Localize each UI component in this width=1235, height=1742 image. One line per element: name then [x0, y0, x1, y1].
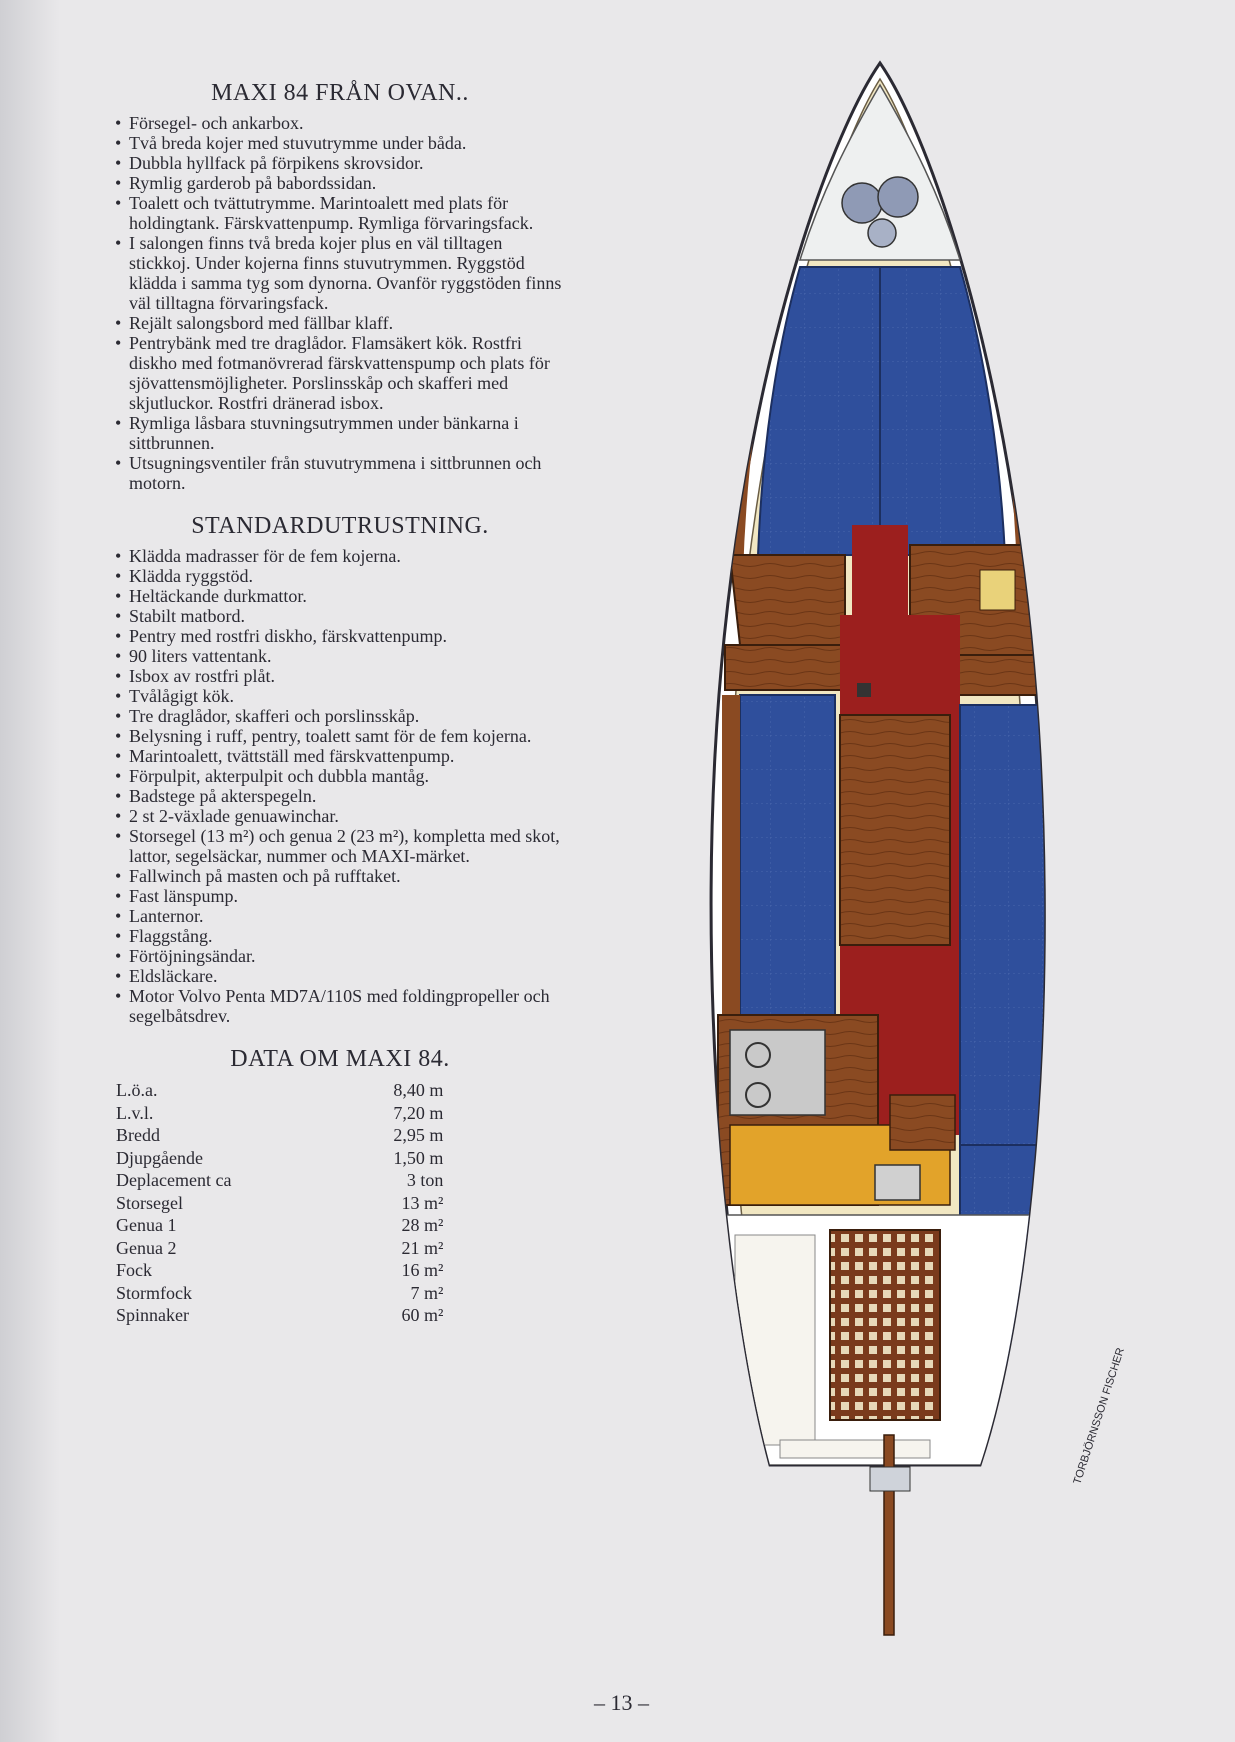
table-row	[116, 1147, 443, 1170]
list-item: • Förtöjningsändar.	[115, 946, 565, 966]
list-item: • Pentrybänk med tre draglådor. Flamsäkert kök. Rostfri diskho med fotmanövrerad färskvattenspump och plats för sjövattensmöjligheter. Porslinsskåp och skafferi med skjutluckor. Rostfri dränerad isbox.	[115, 333, 565, 413]
companionway	[780, 1440, 930, 1458]
backrest-port	[722, 695, 740, 1015]
spec-value: 8,40 m	[393, 1080, 444, 1100]
table-row	[116, 1079, 443, 1102]
table-row	[116, 1192, 443, 1215]
table-row	[116, 1282, 443, 1305]
spec-label: Storsegel	[116, 1192, 183, 1213]
list-item: • I salongen finns två breda kojer plus en väl tilltagen stickkoj. Under kojerna finns stuvutrymmen. Ryggstöd klädda i samma tyg som dynorna. Ovanför ryggstöden finns väl tilltagna förvaringsfack.	[115, 233, 565, 313]
list-item: • Isbox av rostfri plåt.	[115, 666, 565, 686]
list-item: • Rymliga låsbara stuvningsutrymmen under bänkarna i sittbrunnen.	[115, 413, 565, 453]
spec-value: 1,50 m	[393, 1147, 444, 1168]
sink	[875, 1165, 920, 1200]
list-item: • Eldsläckare.	[115, 966, 565, 986]
list-item: • Heltäckande durkmattor.	[115, 586, 565, 606]
table-row	[116, 1304, 443, 1327]
standard-title: STANDARDUTRUSTNING.	[191, 513, 489, 539]
list-item: • Pentry med rostfri diskho, färskvattenpump.	[115, 626, 565, 646]
spec-label: Bredd	[116, 1125, 160, 1145]
boat-interior-illustration	[600, 55, 1190, 1655]
spec-label: L.ö.a.	[116, 1080, 158, 1100]
list-item: • Dubbla hyllfack på förpikens skrovsidor.	[115, 153, 565, 173]
specs-table	[116, 1079, 443, 1327]
table-row	[116, 1237, 443, 1260]
list-item: • Lanternor.	[115, 906, 565, 926]
table-row	[116, 1102, 443, 1125]
list-item: • 90 liters vattentank.	[115, 646, 565, 666]
list-item: • Storsegel (13 m²) och genua 2 (23 m²), kompletta med skot, lattor, segelsäckar, nummer och MAXI-märket.	[115, 826, 565, 866]
cockpit-bench-port	[735, 1235, 815, 1445]
text-column	[115, 80, 565, 1327]
saloon-table	[840, 715, 950, 945]
overview-title: MAXI 84 FRÅN OVAN..	[211, 80, 469, 106]
list-item: • Klädda madrasser för de fem kojerna.	[115, 546, 565, 566]
standard-list	[115, 546, 565, 1026]
list-item: • Två breda kojer med stuvutrymme under båda.	[115, 133, 565, 153]
spec-label: Genua 2	[116, 1237, 177, 1258]
list-item: • Fallwinch på masten och på rufftaket.	[115, 866, 565, 886]
table-row	[116, 1169, 443, 1192]
cockpit-grating	[830, 1230, 940, 1420]
spec-value: 7,20 m	[393, 1102, 444, 1123]
stove	[730, 1030, 825, 1115]
wardrobe-cabinet	[730, 555, 845, 645]
list-item: • Rejält salongsbord med fällbar klaff.	[115, 313, 565, 333]
saloon-berth-port	[740, 695, 835, 1015]
toilet	[980, 570, 1015, 610]
table-row	[116, 1214, 443, 1237]
spec-label: L.v.l.	[116, 1102, 154, 1123]
overview-list	[115, 113, 565, 493]
list-item: • Tvålågigt kök.	[115, 686, 565, 706]
list-item: • Motor Volvo Penta MD7A/110S med foldingpropeller och segelbåtsdrev.	[115, 986, 565, 1026]
spec-value: 16 m²	[401, 1260, 444, 1280]
list-item: • Försegel- och ankarbox.	[115, 113, 565, 133]
list-item: • Marintoalett, tvättställ med färskvattenpump.	[115, 746, 565, 766]
list-item: • Förpulpit, akterpulpit och dubbla mantåg.	[115, 766, 565, 786]
list-item: • Utsugningsventiler från stuvutrymmena i sittbrunnen och motorn.	[115, 453, 565, 493]
spec-label: Fock	[116, 1260, 152, 1280]
list-item: • Badstege på akterspegeln.	[115, 786, 565, 806]
spec-value: 2,95 m	[393, 1125, 444, 1145]
spec-value: 28 m²	[401, 1215, 444, 1235]
list-item: • Belysning i ruff, pentry, toalett samt för de fem kojerna.	[115, 726, 565, 746]
spec-label: Deplacement ca	[116, 1170, 232, 1190]
list-item: • Klädda ryggstöd.	[115, 566, 565, 586]
illustrator-signature: TORBJÖRNSSON FISCHER	[1071, 1346, 1127, 1486]
list-item: • Fast länspump.	[115, 886, 565, 906]
tiller	[884, 1435, 894, 1635]
page-number: – 13 –	[594, 1690, 649, 1715]
page-binding-shadow	[0, 0, 60, 1742]
data-title: DATA OM MAXI 84.	[230, 1046, 450, 1072]
list-item: • Rymlig garderob på babordssidan.	[115, 173, 565, 193]
spec-label: Spinnaker	[116, 1305, 189, 1325]
spec-value: 21 m²	[401, 1237, 444, 1258]
backrest-starboard	[1055, 705, 1073, 1145]
list-item: • Flaggstång.	[115, 926, 565, 946]
table-row	[116, 1124, 443, 1147]
list-item: • Stabilt matbord.	[115, 606, 565, 626]
mast	[857, 683, 871, 697]
list-item: • 2 st 2-växlade genuawinchar.	[115, 806, 565, 826]
forward-carpet	[852, 525, 908, 615]
rudder-head	[870, 1467, 910, 1491]
list-item: • Toalett och tvättutrymme. Marintoalett med plats för holdingtank. Färskvattenpump. Rymliga förvaringsfack.	[115, 193, 565, 233]
spec-label: Stormfock	[116, 1282, 192, 1303]
icebox	[890, 1095, 955, 1150]
spec-value: 7 m²	[410, 1282, 444, 1303]
spec-value: 3 ton	[406, 1170, 444, 1190]
table-row	[116, 1259, 443, 1282]
spec-value: 60 m²	[401, 1305, 444, 1325]
v-berth-cushion	[758, 267, 1005, 555]
spec-value: 13 m²	[401, 1192, 444, 1213]
spec-label: Genua 1	[116, 1215, 177, 1235]
spec-label: Djupgående	[116, 1147, 203, 1168]
list-item: • Tre draglådor, skafferi och porslinsskåp.	[115, 706, 565, 726]
